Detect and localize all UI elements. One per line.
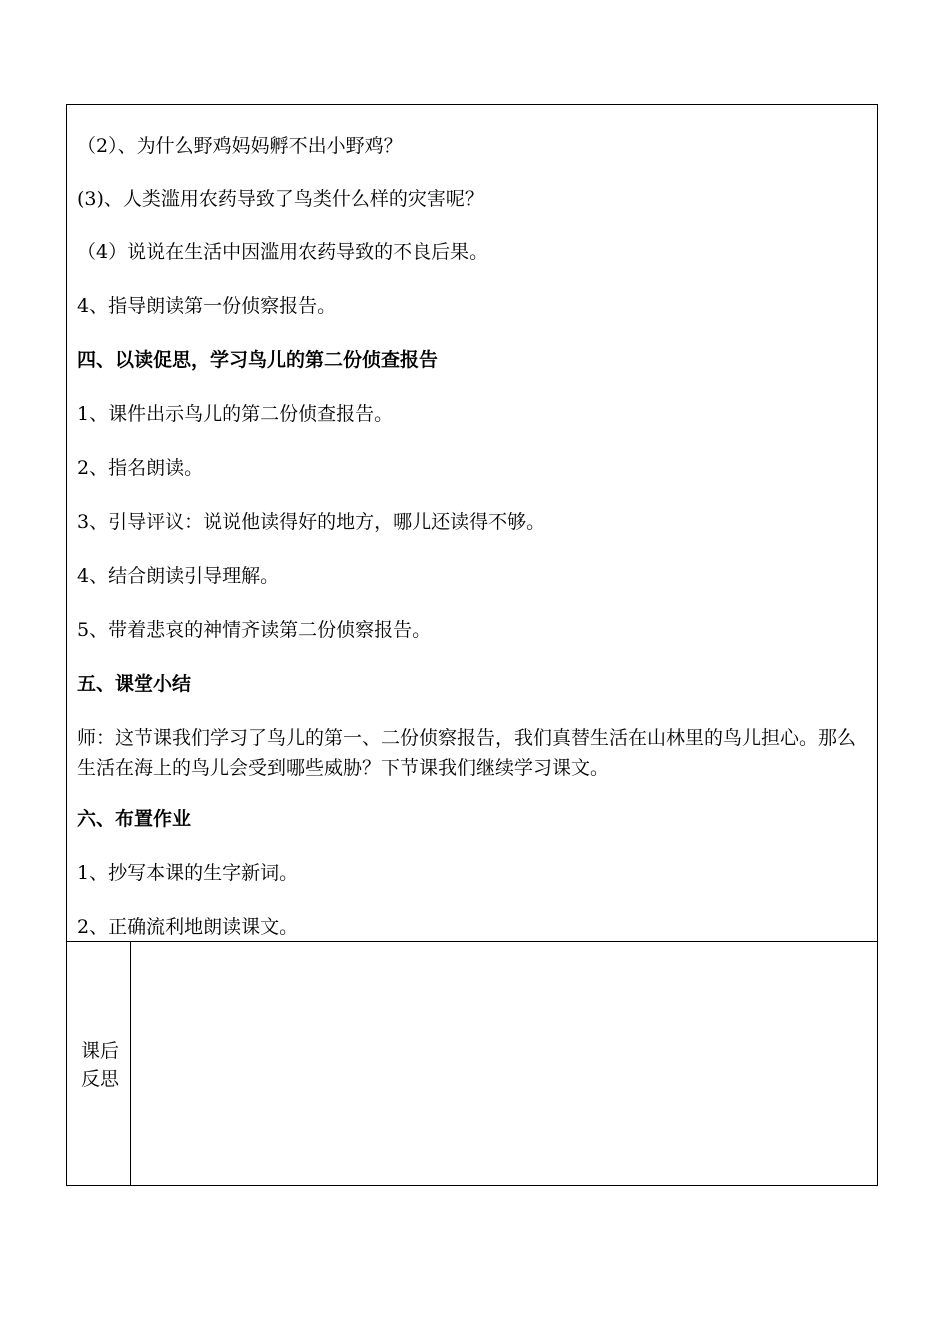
homework-item-2: 2、正确流利地朗读课文。 bbox=[77, 916, 299, 938]
lesson-content-cell bbox=[67, 105, 877, 942]
section-4-heading: 四、以读促思，学习鸟儿的第二份侦查报告 bbox=[77, 349, 439, 371]
reflection-content-area[interactable] bbox=[131, 941, 877, 1185]
section-4-step-5: 5、带着悲哀的神情齐读第二份侦察报告。 bbox=[77, 619, 432, 641]
reflection-label bbox=[76, 1037, 124, 1093]
reflection-label-line-1: 课后 bbox=[80, 1040, 119, 1062]
step-4-line: 4、指导朗读第一份侦察报告。 bbox=[77, 295, 337, 317]
reflection-label-line-2: 反思 bbox=[80, 1068, 119, 1090]
question-3-line: (3)、人类滥用农药导致了鸟类什么样的灾害呢？ bbox=[77, 188, 484, 210]
section-4-step-4: 4、结合朗读引导理解。 bbox=[77, 565, 280, 587]
section-5-heading: 五、课堂小结 bbox=[77, 673, 192, 695]
lesson-table bbox=[66, 104, 878, 942]
reflection-label-cell bbox=[67, 941, 131, 1185]
section-4-step-3: 3、引导评议：说说他读得好的地方，哪儿还读得不够。 bbox=[77, 511, 546, 533]
question-2-line: （2）、为什么野鸡妈妈孵不出小野鸡？ bbox=[77, 135, 403, 157]
question-4-line: （4）说说在生活中因滥用农药导致的不良后果。 bbox=[77, 241, 489, 263]
homework-item-1: 1、抄写本课的生字新词。 bbox=[77, 862, 299, 884]
section-4-step-1: 1、课件出示鸟儿的第二份侦查报告。 bbox=[77, 403, 394, 425]
section-4-step-2: 2、指名朗读。 bbox=[77, 457, 204, 479]
reflection-row bbox=[66, 941, 878, 1186]
summary-paragraph: 师：这节课我们学习了鸟儿的第一、二份侦察报告，我们真替生活在山林里的鸟儿担心。那么生活在海上的鸟儿会受到哪些威胁？下节课我们继续学习课文。 bbox=[77, 727, 857, 779]
section-6-heading: 六、布置作业 bbox=[77, 808, 192, 830]
